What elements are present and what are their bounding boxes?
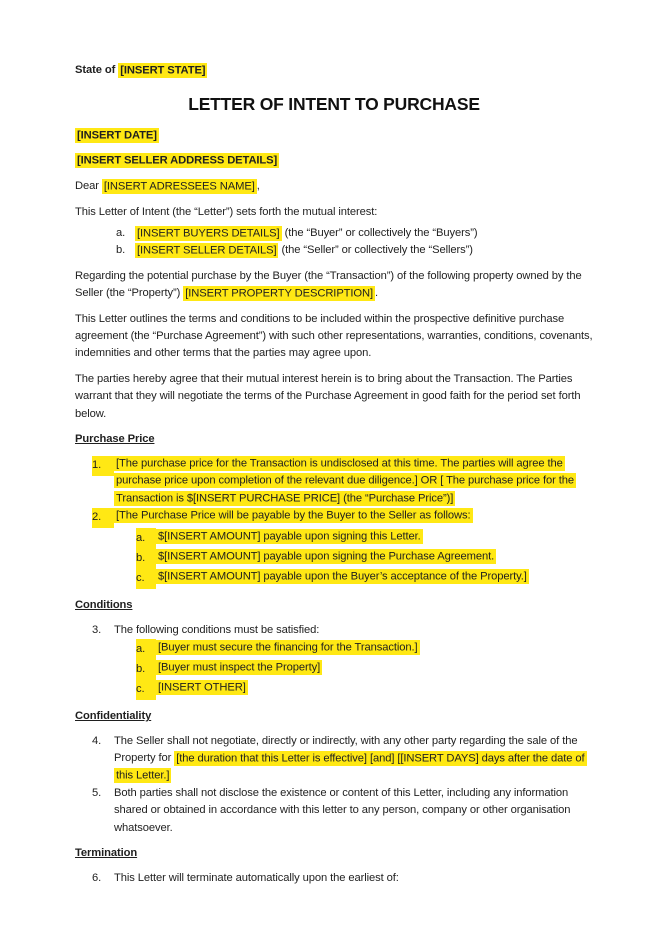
list-item-text xyxy=(114,870,593,887)
list-item-text xyxy=(114,785,593,837)
list-marker: a. xyxy=(136,528,156,548)
buyer-details-item xyxy=(75,225,593,242)
text-run: , xyxy=(256,180,260,193)
price-item-2c xyxy=(75,569,593,589)
purchase-price-list xyxy=(75,456,593,590)
price-item-2b xyxy=(75,549,593,569)
list-item-text xyxy=(156,680,593,697)
doc-title xyxy=(75,92,593,116)
list-marker: 2. xyxy=(92,508,114,528)
regarding-para xyxy=(75,268,593,303)
text-run: This Letter of Intent (the “Letter”) sets forth the mutual interest: xyxy=(75,205,378,218)
highlight-run: [INSERT BUYERS DETAILS] xyxy=(137,227,280,240)
list-marker: b. xyxy=(136,660,156,680)
list-item-text xyxy=(114,622,593,639)
conditions-heading xyxy=(75,597,593,614)
confidentiality-list xyxy=(75,733,593,837)
seller-details-item xyxy=(75,242,593,259)
list-item-text xyxy=(135,225,593,242)
text-run: Dear xyxy=(75,180,102,193)
text-run: This Letter outlines the terms and conditions to be included within the prospective definitive purchase agreement (the “Purchase Agreement”) with such other representations, warranties, conditions, covenants, indemnities and other terms that the parties may agree upon. xyxy=(75,312,593,360)
text-run: The parties hereby agree that their mutual interest herein is to bring about the Transaction. The Parties warrant that they will negotiate the terms of the Purchase Agreement in good faith for the period set forth below. xyxy=(75,372,581,420)
list-item-text xyxy=(156,569,593,586)
seller-address-line xyxy=(75,153,593,170)
price-item-2 xyxy=(75,508,593,528)
conditions-item-3c xyxy=(75,680,593,700)
purchase-price-heading xyxy=(75,431,593,448)
list-marker: 6. xyxy=(92,871,102,884)
list-item-text xyxy=(114,733,593,785)
list-item-text xyxy=(135,242,593,259)
confidentiality-heading xyxy=(75,708,593,725)
salutation xyxy=(75,178,593,195)
date-line xyxy=(75,127,593,144)
highlight-run: [INSERT ADRESSEES NAME] xyxy=(103,180,255,193)
outline-para xyxy=(75,311,593,363)
state-line xyxy=(75,62,593,79)
list-item-text xyxy=(156,660,593,677)
text-run: . xyxy=(375,287,379,300)
highlight-run: [INSERT OTHER] xyxy=(158,681,246,694)
highlight-run: [Buyer must inspect the Property] xyxy=(158,661,321,674)
text-run: Conditions xyxy=(75,599,133,612)
text-run: Both parties shall not disclose the existence or content of this Letter, including any information shared or obtained in accordance with this letter to any person, company or other organisation whatsoever. xyxy=(114,787,571,834)
confidentiality-item-4 xyxy=(75,733,593,785)
list-item-text xyxy=(114,508,593,525)
list-marker: 1. xyxy=(92,456,114,476)
list-marker: b. xyxy=(116,244,126,257)
text-run: (the “Seller” or collectively the “Sellers”) xyxy=(278,244,473,257)
list-marker: a. xyxy=(136,639,156,659)
highlight-run: $[INSERT AMOUNT] payable upon signing this Letter. xyxy=(158,530,421,543)
text-run: Purchase Price xyxy=(75,433,155,446)
conditions-item-3 xyxy=(75,622,593,639)
highlight-run: [INSERT PROPERTY DESCRIPTION] xyxy=(185,287,374,300)
intro-para xyxy=(75,204,593,221)
text-run: LETTER OF INTENT TO PURCHASE xyxy=(188,94,480,115)
price-item-1 xyxy=(75,456,593,508)
text-run: Regarding the potential purchase by the Buyer (the “Transaction”) of the following property owned by the Seller (the “Property”) xyxy=(75,269,582,300)
highlight-run: [The Purchase Price will be payable by the Buyer to the Seller as follows: xyxy=(116,509,471,522)
list-marker: c. xyxy=(136,680,156,700)
conditions-item-3b xyxy=(75,660,593,680)
text-run: This Letter will terminate automatically upon the earliest of: xyxy=(114,871,399,884)
confidentiality-item-5 xyxy=(75,785,593,837)
list-item-text xyxy=(156,639,593,656)
text-run: Termination xyxy=(75,847,138,860)
text-run: Confidentiality xyxy=(75,710,152,723)
list-marker: 3. xyxy=(92,623,102,636)
list-marker: c. xyxy=(136,569,156,589)
price-item-2a xyxy=(75,528,593,548)
highlight-run: [The purchase price for the Transaction is undisclosed at this time. The parties will agree the purchase price upon completion of the relevant due diligence.] OR [ The purchase price for the Transaction is $[INSERT PURCHASE PRICE] (the “Purchase Price”)] xyxy=(116,457,575,505)
text-run: (the “Buyer” or collectively the “Buyers”) xyxy=(281,227,478,240)
highlight-run: [INSERT SELLER ADDRESS DETAILS] xyxy=(77,154,278,167)
list-item-text xyxy=(156,528,593,545)
highlight-run: [INSERT DATE] xyxy=(77,129,157,142)
text-run: The following conditions must be satisfied: xyxy=(114,623,320,636)
list-marker: a. xyxy=(116,227,126,240)
highlight-run: $[INSERT AMOUNT] payable upon the Buyer’s acceptance of the Property.] xyxy=(158,570,527,583)
termination-heading xyxy=(75,845,593,862)
highlight-run: [INSERT STATE] xyxy=(120,64,206,76)
list-marker: 5. xyxy=(92,787,102,799)
termination-item-6 xyxy=(75,870,593,887)
parties-list xyxy=(75,225,593,260)
list-marker: 4. xyxy=(92,734,102,747)
highlight-run: [INSERT SELLER DETAILS] xyxy=(137,244,277,257)
text-run: State of xyxy=(75,64,119,76)
highlight-run: $[INSERT AMOUNT] payable upon signing the Purchase Agreement. xyxy=(158,550,495,563)
text-run: The Seller shall not negotiate, directly or indirectly, with any other party regarding the sale of the Property for xyxy=(114,734,578,765)
highlight-run: [Buyer must secure the financing for the Transaction.] xyxy=(158,641,418,654)
conditions-item-3a xyxy=(75,639,593,659)
conditions-list xyxy=(75,622,593,701)
mutual-interest-para xyxy=(75,371,593,423)
termination-list xyxy=(75,870,593,887)
highlight-run: [the duration that this Letter is effective] [and] [[INSERT DAYS] days after the date of this Letter.] xyxy=(116,752,585,782)
list-item-text xyxy=(156,549,593,566)
list-marker: b. xyxy=(136,549,156,569)
list-item-text xyxy=(114,456,593,508)
